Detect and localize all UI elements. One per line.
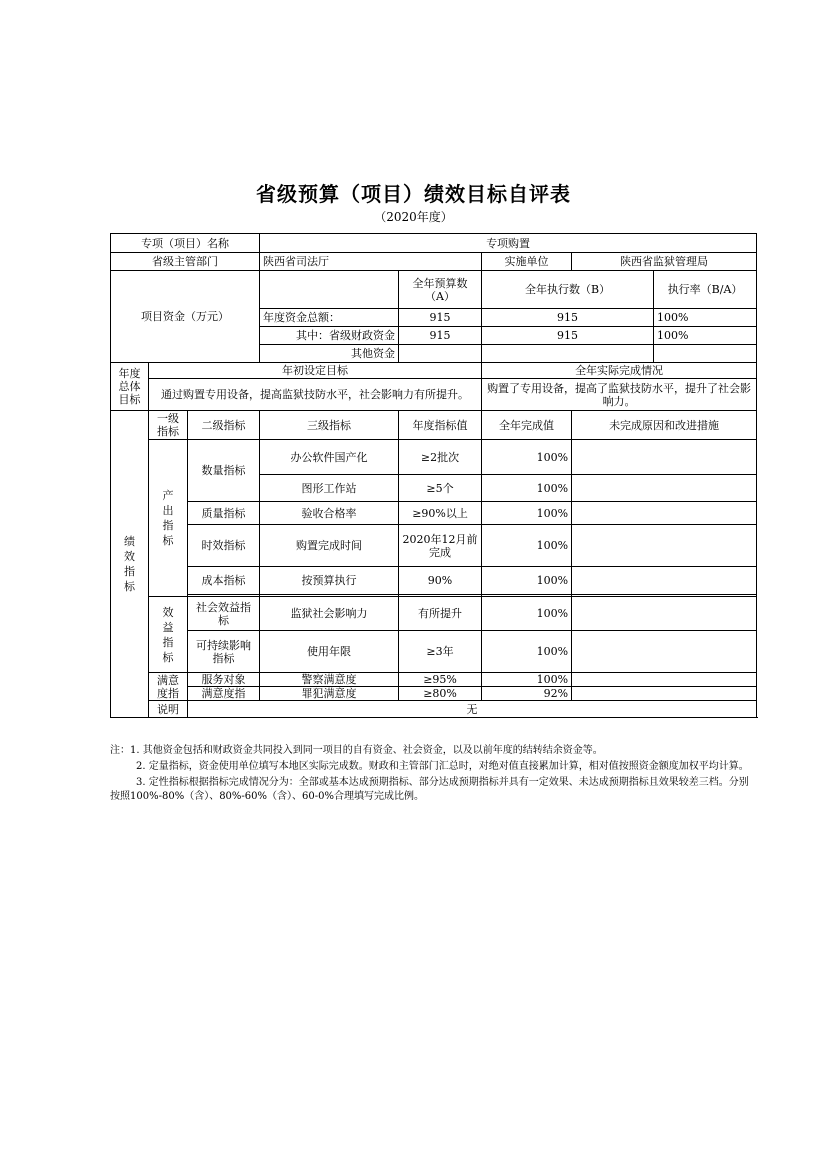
perf-h-l3: 三级指标 (260, 411, 399, 440)
row-l3: 监狱社会影响力 (260, 597, 399, 631)
row-target: 2020年12月前完成 (399, 525, 482, 567)
row-l2: 可持续影响指标 (188, 631, 260, 673)
project-name-value: 专项购置 (260, 234, 757, 253)
goals-done-label: 全年实际完成情况 (482, 363, 757, 379)
benefit-label: 效益指标 (149, 597, 188, 673)
perf-h-reason: 未完成原因和改进措施 (572, 411, 757, 440)
row-l3: 使用年限 (260, 631, 399, 673)
funds-label: 项目资金（万元） (111, 271, 260, 363)
funds-other-label: 其他资金 (260, 345, 399, 363)
evaluation-table (110, 233, 757, 718)
page-subtitle: （2020年度） (374, 210, 453, 224)
row-l2: 时效指标 (188, 525, 260, 567)
note-2: 2. 定量指标，资金使用单位填写本地区实际完成数。财政和主管部门汇总时，对绝对值直接累加计算，相对值按照资金额度加权平均计算。 (136, 761, 749, 772)
satisfaction-label: 满意度指 (149, 673, 188, 701)
row-reason (572, 687, 757, 701)
funds-prov-b: 915 (482, 327, 654, 345)
funds-col-a: 全年预算数（A） (399, 271, 482, 309)
row-reason (572, 440, 757, 475)
row-target: ≥90%以上 (399, 502, 482, 525)
row-target: ≥80% (399, 687, 482, 701)
row-l2: 质量指标 (188, 502, 260, 525)
row-l3: 办公软件国产化 (260, 440, 399, 475)
goals-done-text: 购置了专用设备，提高了监狱技防水平，提升了社会影响力。 (482, 379, 757, 411)
row-actual: 100% (482, 597, 572, 631)
row-l3: 按预算执行 (260, 567, 399, 595)
row-l2: 满意度指 (188, 687, 260, 701)
dept-value: 陕西省司法厅 (260, 253, 482, 271)
remark-value: 无 (188, 701, 757, 718)
note-3: 3. 定性指标根据指标完成情况分为：全部或基本达成预期指标、部分达成预期指标并具有一定效果、未达成预期指标且效果较差三档。分别按照100%-80%（含）、80%-60%（含）、60-0%合理填写完成比例。 (110, 777, 749, 802)
dept-label: 省级主管部门 (111, 253, 260, 271)
row-target: ≥5个 (399, 475, 482, 502)
notes (110, 744, 756, 806)
funds-total-rate: 100% (654, 309, 757, 327)
row-actual: 100% (482, 440, 572, 475)
note-1: 注：1. 其他资金包括和财政资金共同投入到同一项目的自有资金、社会资金，以及以前年度的结转结余资金等。 (110, 745, 603, 756)
goals-set-text: 通过购置专用设备，提高监狱技防水平，社会影响力有所提升。 (149, 379, 482, 411)
row-l3: 罪犯满意度 (260, 687, 399, 701)
funds-other-a (399, 345, 482, 363)
project-name-label: 专项（项目）名称 (111, 234, 260, 253)
row-l3: 购置完成时间 (260, 525, 399, 567)
goals-set-label: 年初设定目标 (149, 363, 482, 379)
row-actual: 100% (482, 475, 572, 502)
funds-total-label: 年度资金总额： (260, 309, 399, 327)
row-actual: 100% (482, 631, 572, 673)
row-target: ≥3年 (399, 631, 482, 673)
page-title: 省级预算（项目）绩效目标自评表 (256, 182, 571, 206)
perf-h-l2: 二级指标 (188, 411, 260, 440)
funds-other-rate (654, 345, 757, 363)
row-target: 有所提升 (399, 597, 482, 631)
funds-prov-label: 其中：省级财政资金 (260, 327, 399, 345)
row-reason (572, 631, 757, 673)
perf-label: 绩效指标 (111, 411, 149, 718)
row-l2: 数量指标 (188, 440, 260, 502)
perf-h-l1: 一级指标 (149, 411, 188, 440)
funds-prov-rate: 100% (654, 327, 757, 345)
remark-label: 说明 (149, 701, 188, 718)
row-l2: 成本指标 (188, 567, 260, 595)
output-label: 产出指标 (149, 440, 188, 597)
row-actual: 100% (482, 567, 572, 595)
row-actual: 100% (482, 502, 572, 525)
row-reason (572, 673, 757, 687)
funds-col-b: 全年执行数（B） (482, 271, 654, 309)
row-target: ≥95% (399, 673, 482, 687)
goals-label: 年度总体目标 (111, 363, 149, 411)
row-target: 90% (399, 567, 482, 595)
row-reason (572, 597, 757, 631)
row-l2: 服务对象 (188, 673, 260, 687)
funds-total-a: 915 (399, 309, 482, 327)
row-reason (572, 525, 757, 567)
row-actual: 100% (482, 525, 572, 567)
row-reason (572, 502, 757, 525)
funds-prov-a: 915 (399, 327, 482, 345)
row-actual: 92% (482, 687, 572, 701)
impl-label: 实施单位 (482, 253, 572, 271)
row-target: ≥2批次 (399, 440, 482, 475)
funds-other-b (482, 345, 654, 363)
perf-h-actual: 全年完成值 (482, 411, 572, 440)
funds-total-b: 915 (482, 309, 654, 327)
funds-col-rate: 执行率（B/A） (654, 271, 757, 309)
row-reason (572, 475, 757, 502)
impl-value: 陕西省监狱管理局 (572, 253, 757, 271)
perf-h-target: 年度指标值 (399, 411, 482, 440)
row-actual: 100% (482, 673, 572, 687)
row-l3: 警察满意度 (260, 673, 399, 687)
row-l3: 验收合格率 (260, 502, 399, 525)
row-reason (572, 567, 757, 595)
row-l2: 社会效益指标 (188, 597, 260, 631)
funds-blank-cell (260, 271, 399, 309)
row-l3: 图形工作站 (260, 475, 399, 502)
